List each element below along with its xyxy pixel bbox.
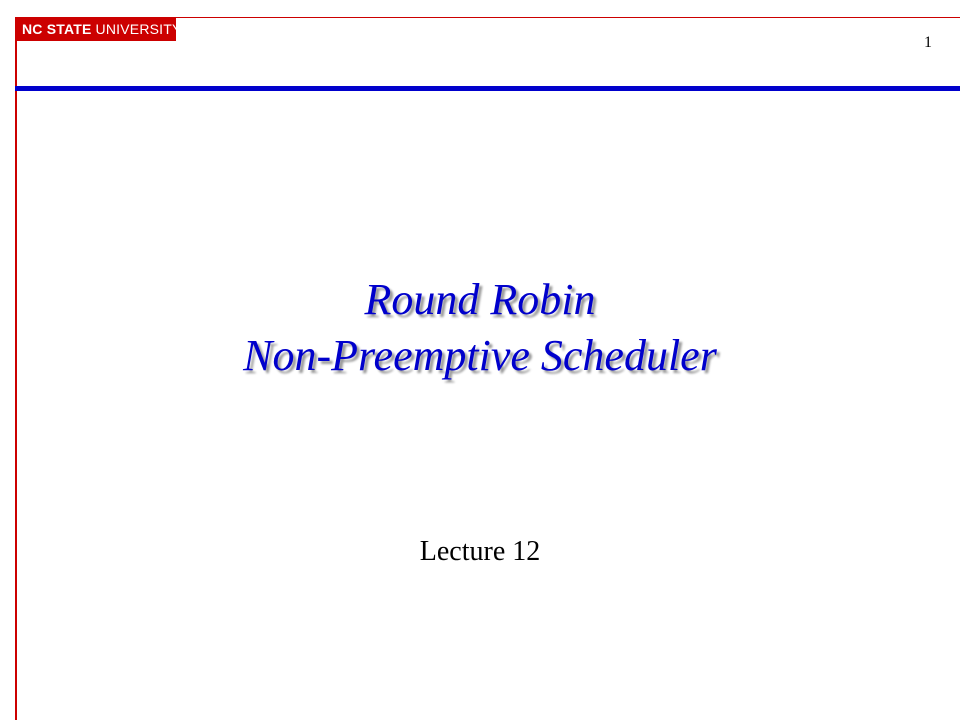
left-border-rule (15, 17, 17, 720)
slide-title-line-1: Round Robin (364, 275, 596, 324)
slide-title-line-2: Non-Preemptive Scheduler (243, 331, 717, 380)
page-number: 1 (924, 34, 932, 51)
logo-text-university: UNIVERSITY (95, 21, 182, 37)
header-divider (15, 86, 960, 91)
slide-subtitle: Lecture 12 (419, 536, 541, 567)
top-border-rule (176, 17, 960, 18)
ncsu-logo (15, 17, 182, 41)
slide-title (100, 272, 860, 384)
logo-text-ncstate: NC STATE (22, 21, 92, 37)
